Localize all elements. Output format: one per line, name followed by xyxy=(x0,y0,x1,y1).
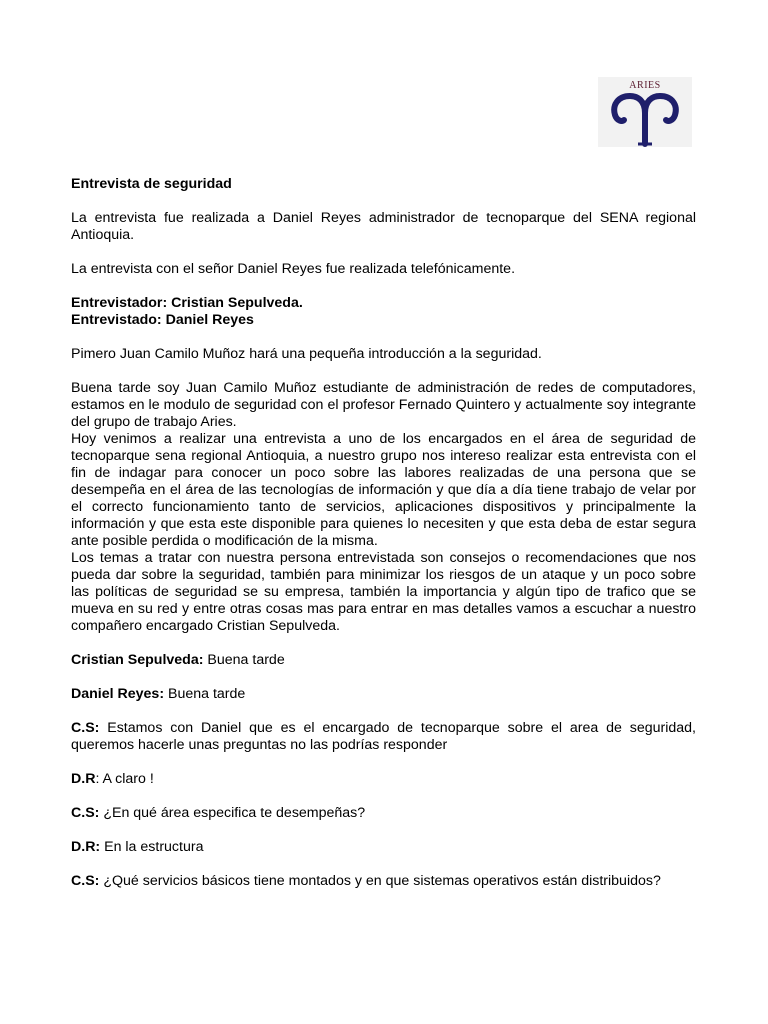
intro-paragraph-1: La entrevista fue realizada a Daniel Reyes administrador de tecnoparque del SENA regional Antioquia. xyxy=(71,210,696,243)
doc-title: Entrevista de seguridad xyxy=(71,176,232,192)
speaker-label: C.S: xyxy=(71,873,100,889)
logo-text: ARIES xyxy=(629,80,661,91)
intro-body-2: Hoy venimos a realizar una entrevista a uno de los encargados en el área de seguridad de tecnoparque sena regional Antioquia, a nuestro grupo nos intereso realizar esta entrevista con el fin de indagar para conocer un poco sobre las labores realizadas de una persona que se desempeña en el área de las tecnologías de información y que día a día tiene trabajo de velar por el correcto funcionamiento tanto de servicios, aplicaciones dispositivos y principalmente la información y que esta este disponible para quienes lo necesiten y que esta deba de estar segura ante posible perdida o modificación de la misma. xyxy=(71,431,696,549)
speaker-label: D.R xyxy=(71,771,96,787)
intro-body-1: Buena tarde soy Juan Camilo Muñoz estudiante de administración de redes de computadores, estamos en le modulo de seguridad con el profesor Fernado Quintero y actualmente soy integrante del grupo de trabajo Aries. xyxy=(71,380,696,430)
document-body xyxy=(71,176,696,907)
intro-paragraph-2: La entrevista con el señor Daniel Reyes fue realizada telefónicamente. xyxy=(71,261,516,277)
intro-body-3: Los temas a tratar con nuestra persona entrevistada son consejos o recomendaciones que nos pueda dar sobre la seguridad, también para minimizar los riesgos de un ataque y un poco sobre las políticas de seguridad se su empresa, también la importancia y algún tipo de trafico que se mueva en su red y entre otras cosas mas para entrar en mas detalles vamos a escuchar a nuestro compañero encargado Cristian Sepulveda. xyxy=(71,550,696,634)
speaker-label: C.S: xyxy=(71,805,100,821)
dialogue-text: Buena tarde xyxy=(203,652,285,668)
speaker-label: Cristian Sepulveda: xyxy=(71,652,204,668)
dialogue-line xyxy=(71,839,696,856)
dialogue-line xyxy=(71,873,696,890)
dialogue-line xyxy=(71,652,696,669)
aries-logo xyxy=(598,77,692,147)
dialogue-line xyxy=(71,686,696,703)
dialogue-line xyxy=(71,720,696,754)
pre-intro: Pimero Juan Camilo Muñoz hará una pequeña introducción a la seguridad. xyxy=(71,346,542,362)
dialogue-line xyxy=(71,771,696,788)
speaker-label: D.R: xyxy=(71,839,101,855)
interviewer-line: Entrevistador: Cristian Sepulveda. xyxy=(71,295,303,311)
dialogue-text: ¿Qué servicios básicos tiene montados y en que sistemas operativos están distribuidos? xyxy=(99,873,661,889)
dialogue-text: Buena tarde xyxy=(164,686,246,702)
dialogue-text: : A claro ! xyxy=(95,771,154,787)
interviewee-line: Entrevistado: Daniel Reyes xyxy=(71,312,254,328)
dialogue-text: Estamos con Daniel que es el encargado de tecnoparque sobre el area de seguridad, queremos hacerle unas preguntas no las podrías responder xyxy=(71,720,696,753)
speaker-label: Daniel Reyes: xyxy=(71,686,165,702)
dialogue-line xyxy=(71,805,696,822)
dialogue-text: En la estructura xyxy=(100,839,204,855)
speaker-label: C.S: xyxy=(71,720,100,736)
dialogue-text: ¿En qué área especifica te desempeñas? xyxy=(99,805,366,821)
aries-symbol-icon xyxy=(598,91,692,147)
